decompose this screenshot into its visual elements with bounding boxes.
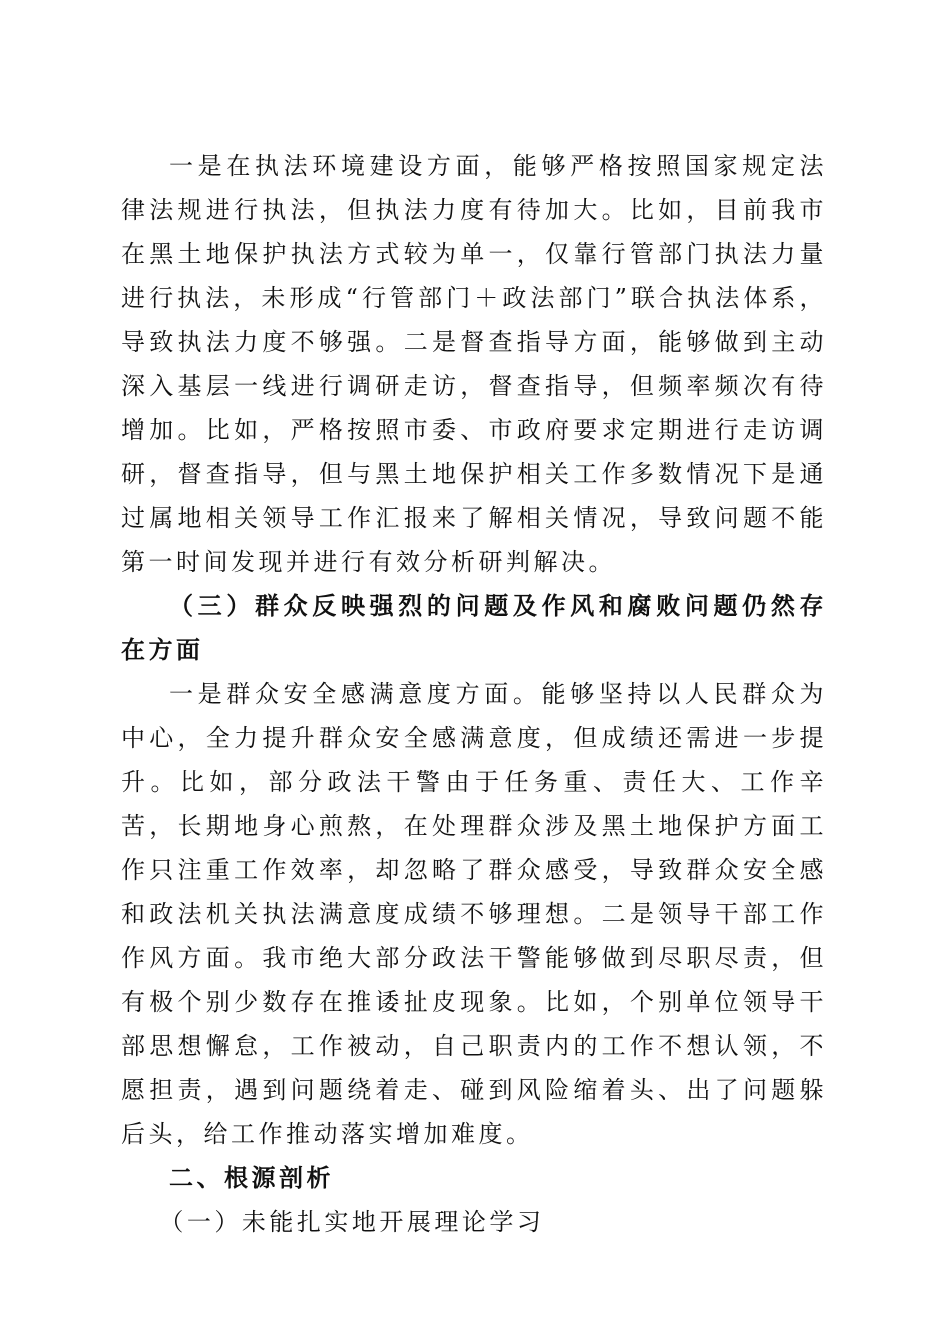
paragraph-text: 能够严格按照国家规定法律法规进行执法，但执法力度有待加大。比如，目前我市在黑土地保护执法方式较为单一，仅靠行管部门执法力量进行执法，未形成“行管部门＋政法部门”联合执法体系，导致执法力度不够强。二是督查指导方面，能够做到主动深入基层一线进行调研走访，督查指导，但频率频次有待增加。比如，严格按照市委、市政府要求定期进行走访调研，督查指导，但与黑土地保护相关工作多数情况下是通过属地相关领导工作汇报来了解相关情况，导致问题不能第一时间发现并进行有效分析研判解决。 xyxy=(121,152,828,576)
paragraph-text: 能够坚持以人民群众为中心，全力提升群众安全感满意度，但成绩还需进一步提升。比如，部分政法干警由于任务重、责任大、工作辛苦，长期地身心煎熬，在处理群众涉及黑土地保护方面工作只注重工作效率，却忽略了群众感受，导致群众安全感和政法机关执法满意度成绩不够理想。二是领导干部工作作风方面。我市绝大部分政法干警能够做到尽职尽责，但有极个别少数存在推诿扯皮现象。比如，个别单位领导干部思想懈怠，工作被动，自己职责内的工作不想认领，不愿担责，遇到问题绕着走、碰到风险缩着头、出了问题躲后头，给工作推动落实增加难度。 xyxy=(121,680,828,1148)
paragraph-public-satisfaction xyxy=(121,672,827,1156)
subsection-heading-1: （一）未能扎实地开展理论学习 xyxy=(159,1208,545,1236)
paragraph-lead: 一是群众安全感满意度方面。 xyxy=(169,680,542,708)
part-heading-root-cause: 二、根源剖析 xyxy=(169,1164,334,1192)
document-body xyxy=(121,144,827,1244)
paragraph-lead: 一是在执法环境建设方面， xyxy=(169,152,513,180)
section-heading-3: （三）群众反映强烈的问题及作风和腐败问题仍然存在方面 xyxy=(121,592,827,664)
paragraph-law-enforcement xyxy=(121,144,827,584)
